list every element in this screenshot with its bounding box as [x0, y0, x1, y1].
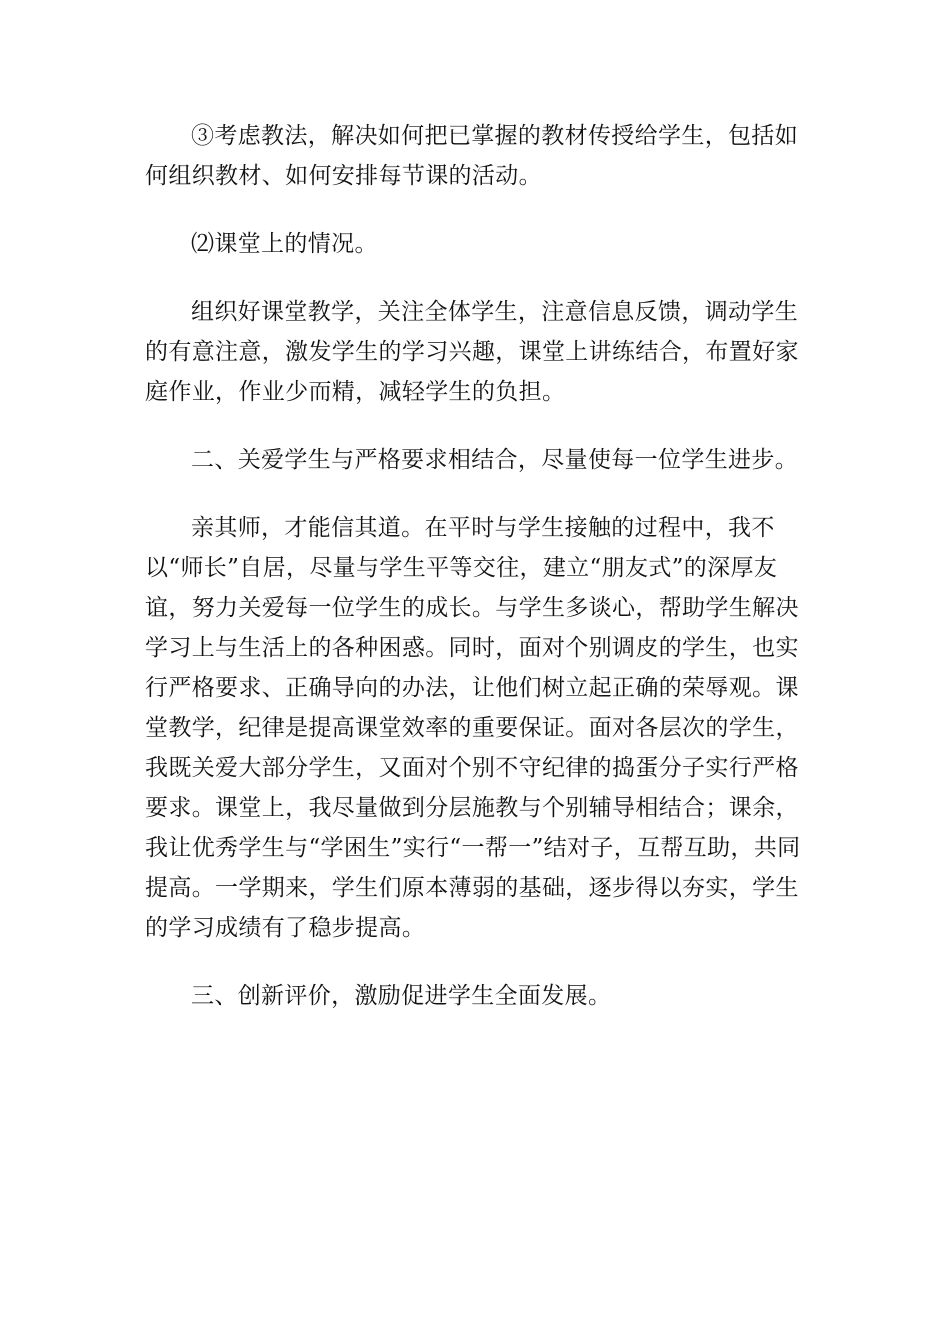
paragraph-teaching-method: ③考虑教法，解决如何把已掌握的教材传授给学生，包括如何组织教材、如何安排每节课的活动。 [145, 123, 799, 189]
paragraph-care-and-discipline: 亲其师，才能信其道。在平时与学生接触的过程中，我不以“师长”自居，尽量与学生平等交往，建立“朋友式”的深厚友谊，努力关爱每一位学生的成长。与学生多谈心，帮助学生解决学习上与生活上的各种困惑。同时，面对个别调皮的学生，也实行严格要求、正确导向的办法，让他们树立起正确的荣辱观。课堂教学，纪律是提高课堂效率的重要保证。面对各层次的学生，我既关爱大部分学生，又面对个别不守纪律的捣蛋分子实行严格要求。课堂上，我尽量做到分层施教与个别辅导相结合；课余，我让优秀学生与“学困生”实行“一帮一”结对子，互帮互助，共同提高。一学期来，学生们原本薄弱的基础，逐步得以夯实，学生的学习成绩有了稳步提高。 [145, 515, 801, 941]
paragraph-classroom-teaching: 组织好课堂教学，关注全体学生，注意信息反馈，调动学生的有意注意，激发学生的学习兴趣，课堂上讲练结合，布置好家庭作业，作业少而精，减轻学生的负担。 [145, 299, 799, 405]
paragraph-classroom-heading: ⑵课堂上的情况。 [191, 231, 378, 257]
section-heading-innovative-evaluation: 三、创新评价，激励促进学生全面发展。 [191, 983, 612, 1009]
document-body [145, 116, 810, 1016]
section-heading-care-and-discipline: 二、关爱学生与严格要求相结合，尽量使每一位学生进步。 [191, 447, 799, 473]
